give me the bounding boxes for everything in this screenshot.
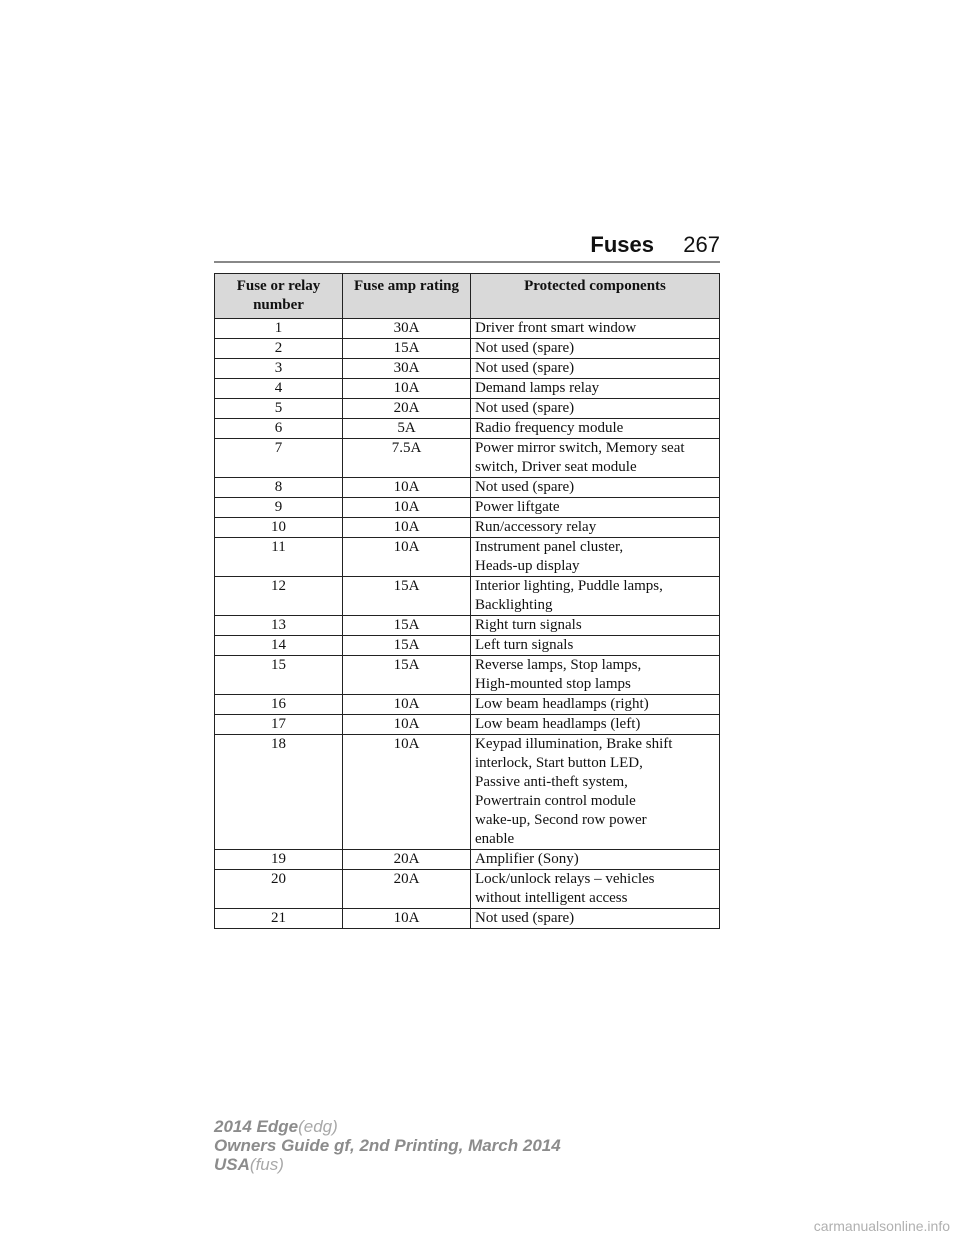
- protected-components-cell: Interior lighting, Puddle lamps, Backlighting: [471, 577, 720, 616]
- table-row: [215, 439, 720, 478]
- table-row: [215, 538, 720, 577]
- fuse-number-cell: 15: [215, 656, 343, 695]
- document-footer: [214, 1117, 561, 1174]
- table-row: [215, 359, 720, 379]
- amp-rating-cell: 20A: [343, 850, 471, 870]
- amp-rating-cell: 20A: [343, 399, 471, 419]
- footer-market: USA: [214, 1155, 250, 1174]
- amp-rating-cell: 10A: [343, 909, 471, 929]
- protected-components-cell: Not used (spare): [471, 359, 720, 379]
- table-row: [215, 870, 720, 909]
- protected-components-cell: Low beam headlamps (left): [471, 715, 720, 735]
- fuse-number-cell: 8: [215, 478, 343, 498]
- footer-guide-line: [214, 1136, 561, 1155]
- fuse-number-cell: 18: [215, 735, 343, 850]
- table-row: [215, 695, 720, 715]
- protected-components-cell: Not used (spare): [471, 478, 720, 498]
- amp-rating-cell: 15A: [343, 577, 471, 616]
- table-row: [215, 339, 720, 359]
- amp-rating-cell: 10A: [343, 695, 471, 715]
- page-number: 267: [683, 232, 720, 257]
- amp-rating-cell: 15A: [343, 636, 471, 656]
- table-row: [215, 518, 720, 538]
- protected-components-cell: Right turn signals: [471, 616, 720, 636]
- fuse-number-cell: 9: [215, 498, 343, 518]
- table-row: [215, 909, 720, 929]
- protected-components-cell: Left turn signals: [471, 636, 720, 656]
- protected-components-cell: Lock/unlock relays – vehicles without intelligent access: [471, 870, 720, 909]
- protected-components-cell: Instrument panel cluster, Heads-up display: [471, 538, 720, 577]
- amp-rating-cell: 30A: [343, 359, 471, 379]
- watermark: carmanualsonline.info: [813, 1218, 950, 1234]
- amp-rating-cell: 30A: [343, 319, 471, 339]
- table-row: [215, 850, 720, 870]
- amp-rating-cell: 5A: [343, 419, 471, 439]
- amp-rating-cell: 7.5A: [343, 439, 471, 478]
- amp-rating-cell: 10A: [343, 478, 471, 498]
- protected-components-cell: Not used (spare): [471, 399, 720, 419]
- fuse-number-cell: 2: [215, 339, 343, 359]
- fuse-number-cell: 16: [215, 695, 343, 715]
- amp-rating-cell: 15A: [343, 616, 471, 636]
- amp-rating-cell: 10A: [343, 735, 471, 850]
- table-row: [215, 478, 720, 498]
- fuse-number-cell: 20: [215, 870, 343, 909]
- protected-components-cell: Driver front smart window: [471, 319, 720, 339]
- footer-guide: Owners Guide gf, 2nd Printing, March 2014: [214, 1136, 561, 1155]
- fuse-number-cell: 14: [215, 636, 343, 656]
- protected-components-cell: Demand lamps relay: [471, 379, 720, 399]
- amp-rating-cell: 10A: [343, 498, 471, 518]
- fuse-number-cell: 19: [215, 850, 343, 870]
- amp-rating-cell: 10A: [343, 715, 471, 735]
- table-row: [215, 656, 720, 695]
- table-row: [215, 399, 720, 419]
- table-row: [215, 715, 720, 735]
- footer-model-code: (edg): [298, 1117, 338, 1136]
- protected-components-cell: Radio frequency module: [471, 419, 720, 439]
- footer-market-code: (fus): [249, 1155, 284, 1174]
- column-header-fuse-number: Fuse or relay number: [215, 274, 343, 319]
- table-row: [215, 319, 720, 339]
- fuse-number-cell: 6: [215, 419, 343, 439]
- fuse-number-cell: 5: [215, 399, 343, 419]
- protected-components-cell: Power mirror switch, Memory seat switch, Driver seat module: [471, 439, 720, 478]
- table-row: [215, 379, 720, 399]
- amp-rating-cell: 15A: [343, 656, 471, 695]
- table-row: [215, 735, 720, 850]
- protected-components-cell: Power liftgate: [471, 498, 720, 518]
- table-row: [215, 616, 720, 636]
- column-header-protected-components: Protected components: [471, 274, 720, 319]
- table-row: [215, 577, 720, 616]
- fuse-number-cell: 13: [215, 616, 343, 636]
- amp-rating-cell: 10A: [343, 379, 471, 399]
- fuse-number-cell: 21: [215, 909, 343, 929]
- table-row: [215, 498, 720, 518]
- section-title: Fuses: [590, 232, 654, 257]
- table-row: [215, 419, 720, 439]
- fuse-number-cell: 12: [215, 577, 343, 616]
- protected-components-cell: Amplifier (Sony): [471, 850, 720, 870]
- amp-rating-cell: 10A: [343, 538, 471, 577]
- footer-model-line: [214, 1117, 561, 1136]
- fuse-number-cell: 11: [215, 538, 343, 577]
- footer-model: 2014 Edge: [214, 1117, 299, 1136]
- protected-components-cell: Not used (spare): [471, 339, 720, 359]
- fuse-number-cell: 3: [215, 359, 343, 379]
- footer-market-line: [214, 1155, 561, 1174]
- fuse-number-cell: 7: [215, 439, 343, 478]
- amp-rating-cell: 10A: [343, 518, 471, 538]
- amp-rating-cell: 20A: [343, 870, 471, 909]
- table-row: [215, 636, 720, 656]
- fuse-number-cell: 4: [215, 379, 343, 399]
- protected-components-cell: Run/accessory relay: [471, 518, 720, 538]
- protected-components-cell: Low beam headlamps (right): [471, 695, 720, 715]
- protected-components-cell: Reverse lamps, Stop lamps, High-mounted stop lamps: [471, 656, 720, 695]
- fuse-number-cell: 10: [215, 518, 343, 538]
- table-header-row: [215, 274, 720, 319]
- fuse-table-body: [215, 319, 720, 929]
- protected-components-cell: Keypad illumination, Brake shift interlock, Start button LED, Passive anti-theft system, Powertrain control module wake-up, Second row power enable: [471, 735, 720, 850]
- page-header: [214, 227, 720, 263]
- fuse-number-cell: 17: [215, 715, 343, 735]
- protected-components-cell: Not used (spare): [471, 909, 720, 929]
- fuse-table: [214, 273, 720, 929]
- fuse-number-cell: 1: [215, 319, 343, 339]
- amp-rating-cell: 15A: [343, 339, 471, 359]
- column-header-amp-rating: Fuse amp rating: [343, 274, 471, 319]
